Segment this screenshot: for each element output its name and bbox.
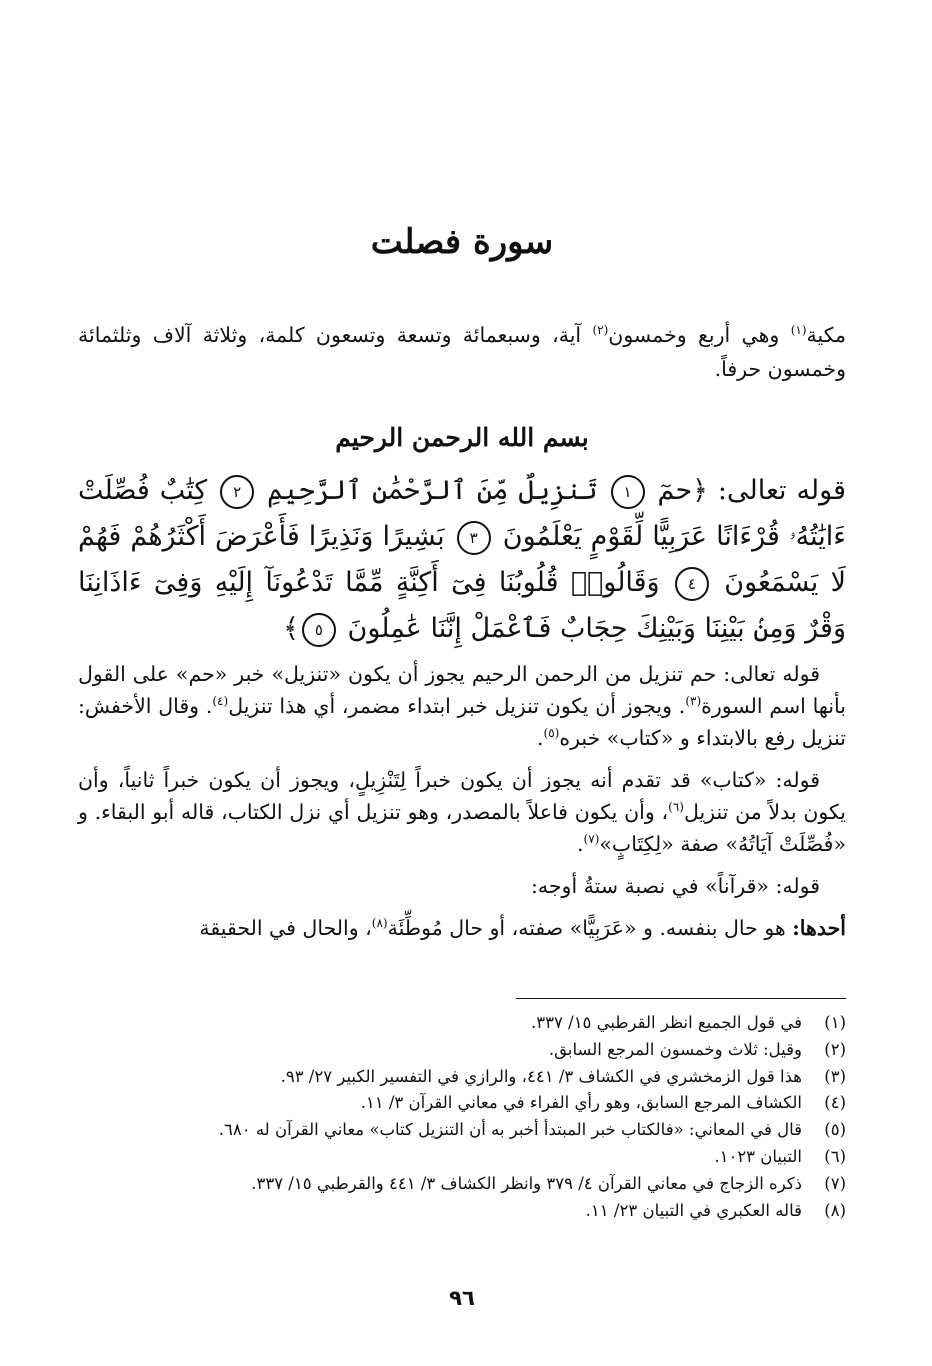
verse-3-text: كِتَٰبٌ فُصِّلَتْ ءَايَٰتُهُۥ قُرْءَانًا عَرَبِيًّا لِّقَوْمٍ يَعْلَمُونَ: [78, 475, 847, 552]
footnote-ref-6[interactable]: (٦): [668, 800, 684, 815]
commentary-lead-word: أحدها:: [792, 916, 846, 940]
commentary-text: قوله تعالى: حم تنزيل من الرحمن الرحيم يجوز أن يكون «تنزيل» خبر «حم» على القول بأنها اسم السورة: [78, 662, 846, 718]
footnote-text: قاله العكبري في التبيان ٢٣/ ١١.: [585, 1200, 802, 1220]
commentary-text: ، وأن يكون فاعلاً بالمصدر، وهو تنزيل أي نزل الكتاب، قاله أبو البقاء. و «فُصِّلَتْ آيَاتُهُ» صفة «لِكِتَابٍ»: [78, 800, 846, 856]
commentary-text: . ويجوز أن يكون تنزيل خبر ابتداء مضمر، أي هذا تنزيل: [228, 694, 686, 718]
open-bracket: ﴿: [692, 475, 708, 506]
footnote-number: (٧): [824, 1173, 846, 1193]
footnote-ref-3[interactable]: (٣): [685, 694, 702, 709]
footnote-number: (١): [824, 1013, 846, 1032]
footnote-item: [78, 1198, 846, 1225]
quran-verses: [78, 468, 846, 652]
commentary-paragraph-1: [78, 658, 846, 754]
verse-2-text: تَنزِيلٌ مِّنَ ٱلرَّحْمَٰنِ ٱلرَّحِيمِ: [267, 475, 598, 506]
verse-5-text: وَقَالُوا۟ قُلُوبُنَا فِىٓ أَكِنَّةٍ مِّمَّا تَدْعُونَآ إِلَيْهِ وَفِىٓ ءَاذَانِنَا وَقْرٌ وَمِنۢ بَيْنِنَا وَبَيْنِكَ حِجَابٌ فَٱعْمَلْ إِنَّنَا عَٰمِلُونَ: [78, 567, 846, 644]
footnote-item: [78, 1090, 846, 1117]
commentary-text: قوله: «كتاب» قد تقدم أنه يجوز أن يكون خبراً لِتَنْزِيلٍ، ويجوز أن يكون خبراً ثانياً، وأن يكون بدلاً من تنزيل: [78, 768, 846, 824]
basmala-heading: بسم الله الرحمن الرحيم: [335, 423, 589, 452]
commentary-text: .: [537, 726, 544, 750]
footnote-ref-2[interactable]: (٢): [592, 323, 609, 338]
footnote-divider: [516, 998, 846, 999]
commentary-paragraph-2: [78, 764, 846, 860]
intro-paragraph: [78, 318, 846, 386]
ayah-number-marker: ٣: [457, 521, 491, 555]
commentary-body: [78, 658, 846, 954]
footnote-ref-5[interactable]: (٥): [543, 726, 560, 741]
ayah-number-marker: ٢: [220, 475, 254, 509]
footnote-item: [78, 1037, 846, 1064]
commentary-text: .: [577, 832, 584, 856]
commentary-text: هو حال بنفسه. و «عَرَبِيًّا» صفته، أو حال مُوطِّئَة: [387, 916, 793, 940]
footnote-number: (٨): [824, 1200, 846, 1220]
footnote-text: التبيان ١٠٢٣.: [714, 1146, 802, 1166]
footnote-text: ذكره الزجاج في معاني القرآن ٤/ ٣٧٩ وانظر الكشاف ٣/ ٤٤١ والقرطبي ١٥/ ٣٣٧.: [251, 1173, 802, 1193]
footnote-item: [78, 1064, 846, 1091]
footnote-number: (٦): [824, 1146, 846, 1166]
footnote-number: (٤): [824, 1093, 846, 1113]
book-page: [78, 0, 846, 1366]
footnote-ref-1[interactable]: (١): [790, 323, 807, 338]
footnote-ref-8[interactable]: (٨): [371, 916, 388, 931]
footnote-item: [78, 1010, 846, 1037]
footnote-item: [78, 1117, 846, 1144]
footnote-text: في قول الجميع انظر القرطبي ١٥/ ٣٣٧.: [531, 1013, 802, 1032]
commentary-text: ، والحال في الحقيقة: [199, 916, 372, 940]
close-bracket: ﴾: [283, 613, 299, 644]
footnote-text: الكشاف المرجع السابق، وهو رأي الفراء في معاني القرآن ٣/ ١١.: [360, 1093, 802, 1113]
commentary-paragraph-4: [78, 912, 846, 944]
verse-4-text: بَشِيرًا وَنَذِيرًا فَأَعْرَضَ أَكْثَرُهُمْ فَهُمْ لَا يَسْمَعُونَ: [78, 521, 846, 598]
ayah-number-marker: ١: [611, 475, 645, 509]
footnote-item: [78, 1171, 846, 1198]
footnote-number: (٢): [824, 1039, 846, 1059]
footnotes-list: [78, 1010, 846, 1224]
page-number: ٩٦: [449, 1286, 475, 1310]
surah-title: سورة فصلت: [370, 222, 554, 262]
footnote-ref-4[interactable]: (٤): [212, 694, 229, 709]
commentary-text: . وقال الأخفش: تنزيل رفع بالابتداء و «كتاب» خبره: [78, 694, 846, 750]
intro-text-3: آية، وسبعمائة وتسعة وتسعون كلمة، وثلاثة آلاف وثلثمائة وخمسون حرفاً.: [78, 323, 846, 381]
ayah-number-marker: ٤: [675, 567, 709, 601]
intro-text-1: مكية: [806, 323, 846, 347]
footnote-text: هذا قول الزمخشري في الكشاف ٣/ ٤٤١، والرازي في التفسير الكبير ٢٧/ ٩٣.: [280, 1066, 802, 1086]
ayah-number-marker: ٥: [302, 613, 336, 647]
commentary-paragraph-3: قوله: «قرآناً» في نصبة ستةُ أوجه:: [530, 874, 820, 898]
verse-1-text: حمٓ: [657, 475, 693, 506]
quran-lead: قوله تعالى:: [707, 475, 847, 506]
footnote-number: (٥): [824, 1120, 846, 1140]
intro-text-2: وهي أربع وخمسون: [608, 323, 791, 347]
footnote-item: [78, 1144, 846, 1171]
footnote-ref-7[interactable]: (٧): [583, 832, 600, 847]
footnote-text: قال في المعاني: «فالكتاب خبر المبتدأ أخبر به أن التنزيل كتاب» معاني القرآن له ٦٨٠.: [218, 1120, 802, 1140]
footnote-number: (٣): [824, 1066, 846, 1086]
footnote-text: وقيل: ثلاث وخمسون المرجع السابق.: [548, 1039, 802, 1059]
